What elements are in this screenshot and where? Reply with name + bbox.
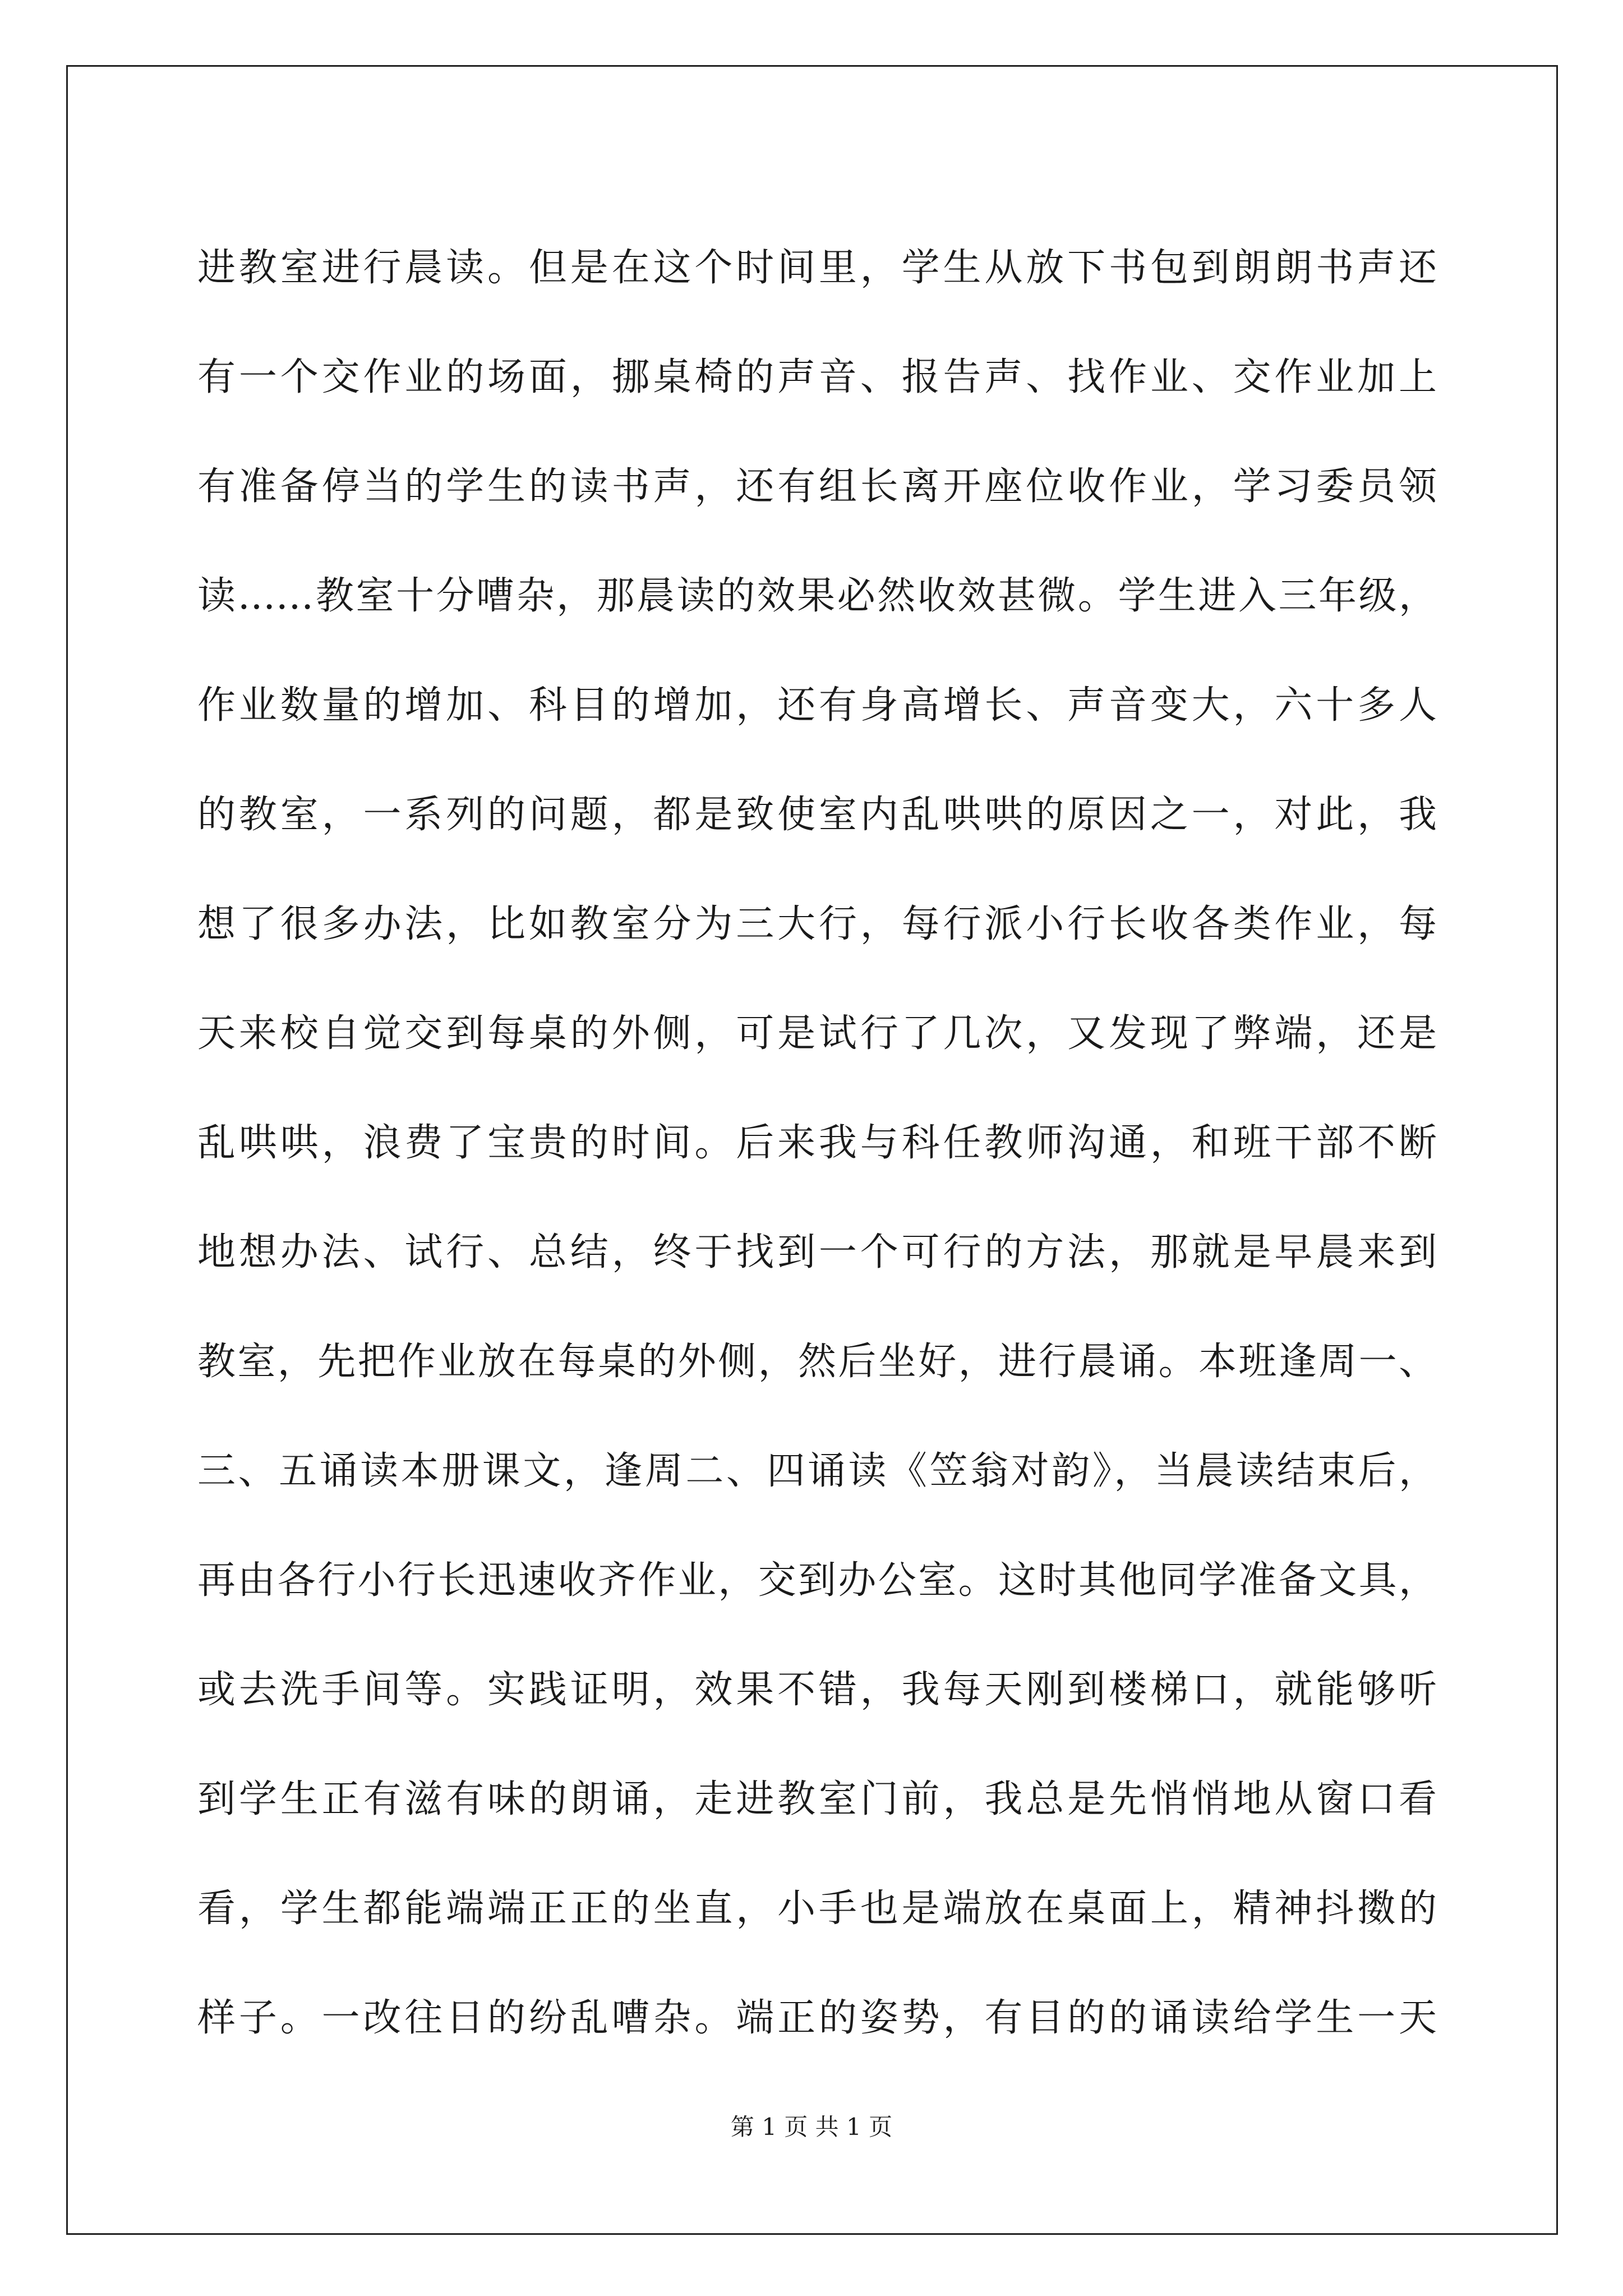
text-line: 想了很多办法，比如教室分为三大行，每行派小行长收各类作业，每 [197, 902, 1437, 946]
text-line: 天来校自觉交到每桌的外侧，可是试行了几次，又发现了弊端，还是 [197, 1011, 1437, 1056]
text-line: 作业数量的增加、科目的增加，还有身高增长、声音变大，六十多人 [197, 683, 1437, 728]
text-line: 样子。一改往日的纷乱嘈杂。端正的姿势，有目的的诵读给学生一天 [197, 1996, 1437, 2040]
text-line: 到学生正有滋有味的朗诵，走进教室门前，我总是先悄悄地从窗口看 [197, 1777, 1437, 1821]
text-line: 有准备停当的学生的读书声，还有组长离开座位收作业，学习委员领 [197, 464, 1437, 509]
body-text [197, 213, 1437, 2073]
text-line: 教室，先把作业放在每桌的外侧，然后坐好，进行晨诵。本班逢周一、 [197, 1340, 1437, 1384]
text-line: 进教室进行晨读。但是在这个时间里，学生从放下书包到朗朗书声还 [197, 246, 1437, 290]
text-line: 有一个交作业的场面，挪桌椅的声音、报告声、找作业、交作业加上 [197, 355, 1437, 399]
text-line: 三、五诵读本册课文，逢周二、四诵读《笠翁对韵》，当晨读结束后， [197, 1449, 1437, 1493]
text-line: 读……教室十分嘈杂，那晨读的效果必然收效甚微。学生进入三年级， [197, 574, 1437, 618]
text-line: 地想办法、试行、总结，终于找到一个可行的方法，那就是早晨来到 [197, 1230, 1437, 1274]
text-line: 看，学生都能端端正正的坐直，小手也是端放在桌面上，精神抖擞的 [197, 1887, 1437, 1931]
page-number: 第 1 页 共 1 页 [730, 2113, 893, 2141]
text-line: 再由各行小行长迅速收齐作业，交到办公室。这时其他同学准备文具， [197, 1558, 1437, 1603]
text-line: 的教室，一系列的问题，都是致使室内乱哄哄的原因之一，对此，我 [197, 793, 1437, 837]
text-line: 乱哄哄，浪费了宝贵的时间。后来我与科任教师沟通，和班干部不断 [197, 1121, 1437, 1165]
text-line: 或去洗手间等。实践证明，效果不错，我每天刚到楼梯口，就能够听 [197, 1668, 1437, 1712]
